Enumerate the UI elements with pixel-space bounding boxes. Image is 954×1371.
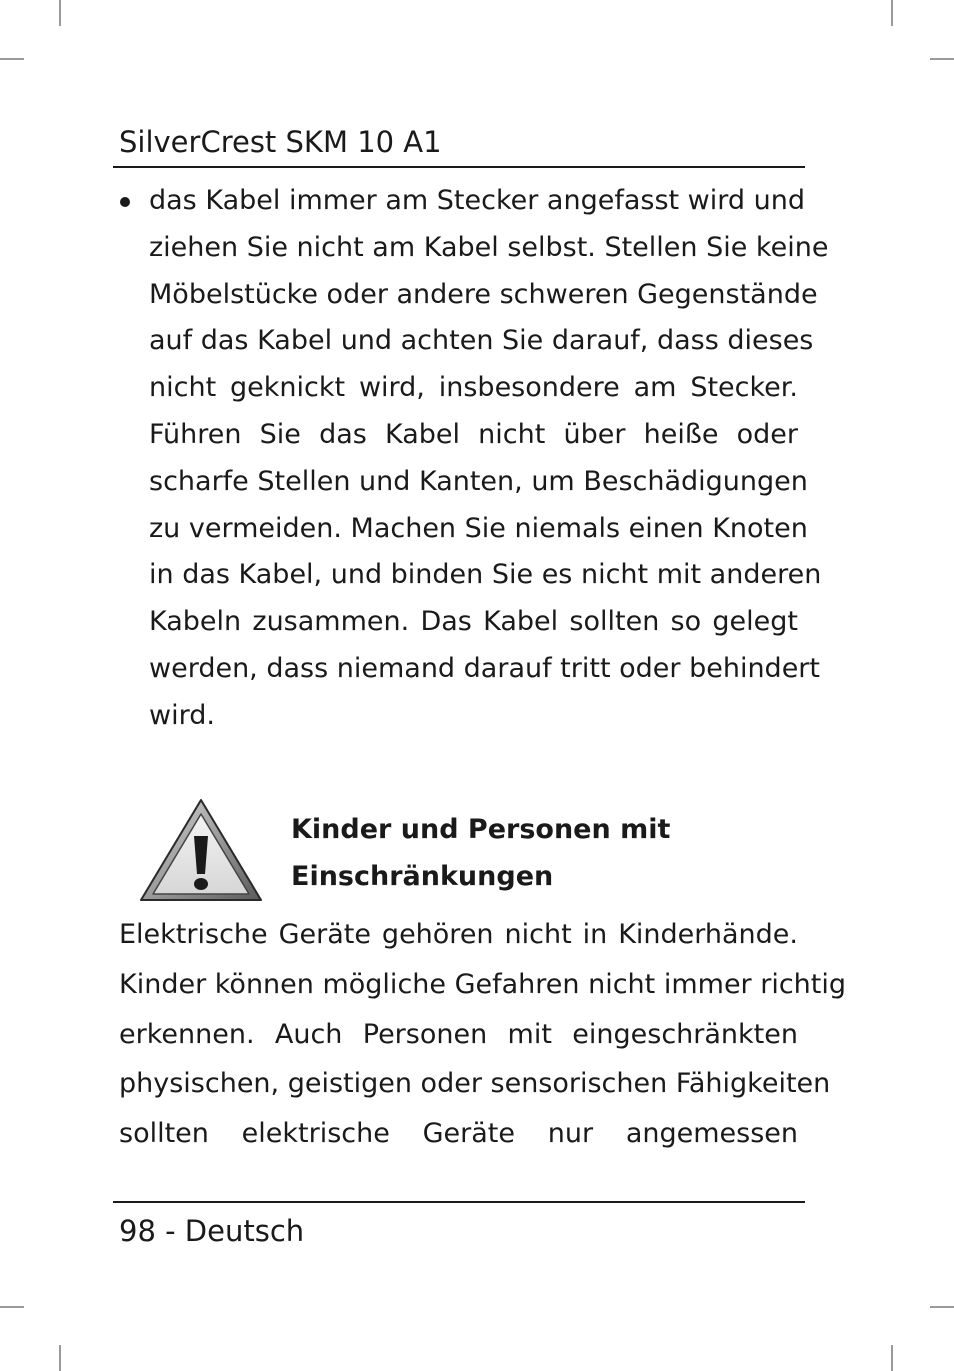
header-rule [113,166,805,168]
paragraph-line: physischen, geistigen oder sensorischen Fähigkeiten [119,1068,831,1100]
section-heading [291,806,670,900]
section-heading-line: Kinder und Personen mit [291,814,671,845]
bullet-line: Führen Sie das Kabel nicht über heiße oder [149,418,798,450]
crop-mark [0,58,24,60]
paragraph-line: sollten elektrische Geräte nur angemessen [119,1118,798,1150]
warning-triangle-icon [139,798,263,902]
footer-rule [113,1201,805,1203]
bullet-line: wird. [149,699,215,731]
crop-mark [930,58,954,60]
crop-mark [891,0,893,26]
bullet-dot [120,197,130,207]
bullet-line: Möbelstücke oder andere schweren Gegenstände [149,278,818,310]
bullet-line: ziehen Sie nicht am Kabel selbst. Stellen Sie keine [149,231,829,263]
bullet-line: scharfe Stellen und Kanten, um Beschädigungen [149,465,808,497]
bullet-line: in das Kabel, und binden Sie es nicht mit anderen [149,559,822,591]
bullet-line: nicht geknickt wird, insbesondere am Stecker. [149,372,798,404]
bullet-line: zu vermeiden. Machen Sie niemals einen Knoten [149,512,808,544]
bullet-line: werden, dass niemand darauf tritt oder behindert [149,652,820,684]
page-footer: 98 - Deutsch [119,1214,305,1248]
body-paragraph [119,910,847,1159]
paragraph-line: Elektrische Geräte gehören nicht in Kinderhände. [119,919,798,950]
crop-mark [891,1345,893,1371]
section-heading-line: Einschränkungen [291,861,554,892]
bullet-item [149,178,829,740]
bullet-line: das Kabel immer am Stecker angefasst wird und [149,185,805,216]
bullet-line: auf das Kabel und achten Sie darauf, dass dieses [149,325,814,357]
paragraph-line: Kinder können mögliche Gefahren nicht immer richtig [119,968,847,1000]
crop-mark [0,1306,24,1308]
document-header: SilverCrest SKM 10 A1 [119,125,442,159]
crop-mark [59,1345,61,1371]
bullet-line: Kabeln zusammen. Das Kabel sollten so gelegt [149,606,798,638]
crop-mark [59,0,61,26]
paragraph-line: erkennen. Auch Personen mit eingeschränkten [119,1018,798,1050]
crop-mark [930,1306,954,1308]
